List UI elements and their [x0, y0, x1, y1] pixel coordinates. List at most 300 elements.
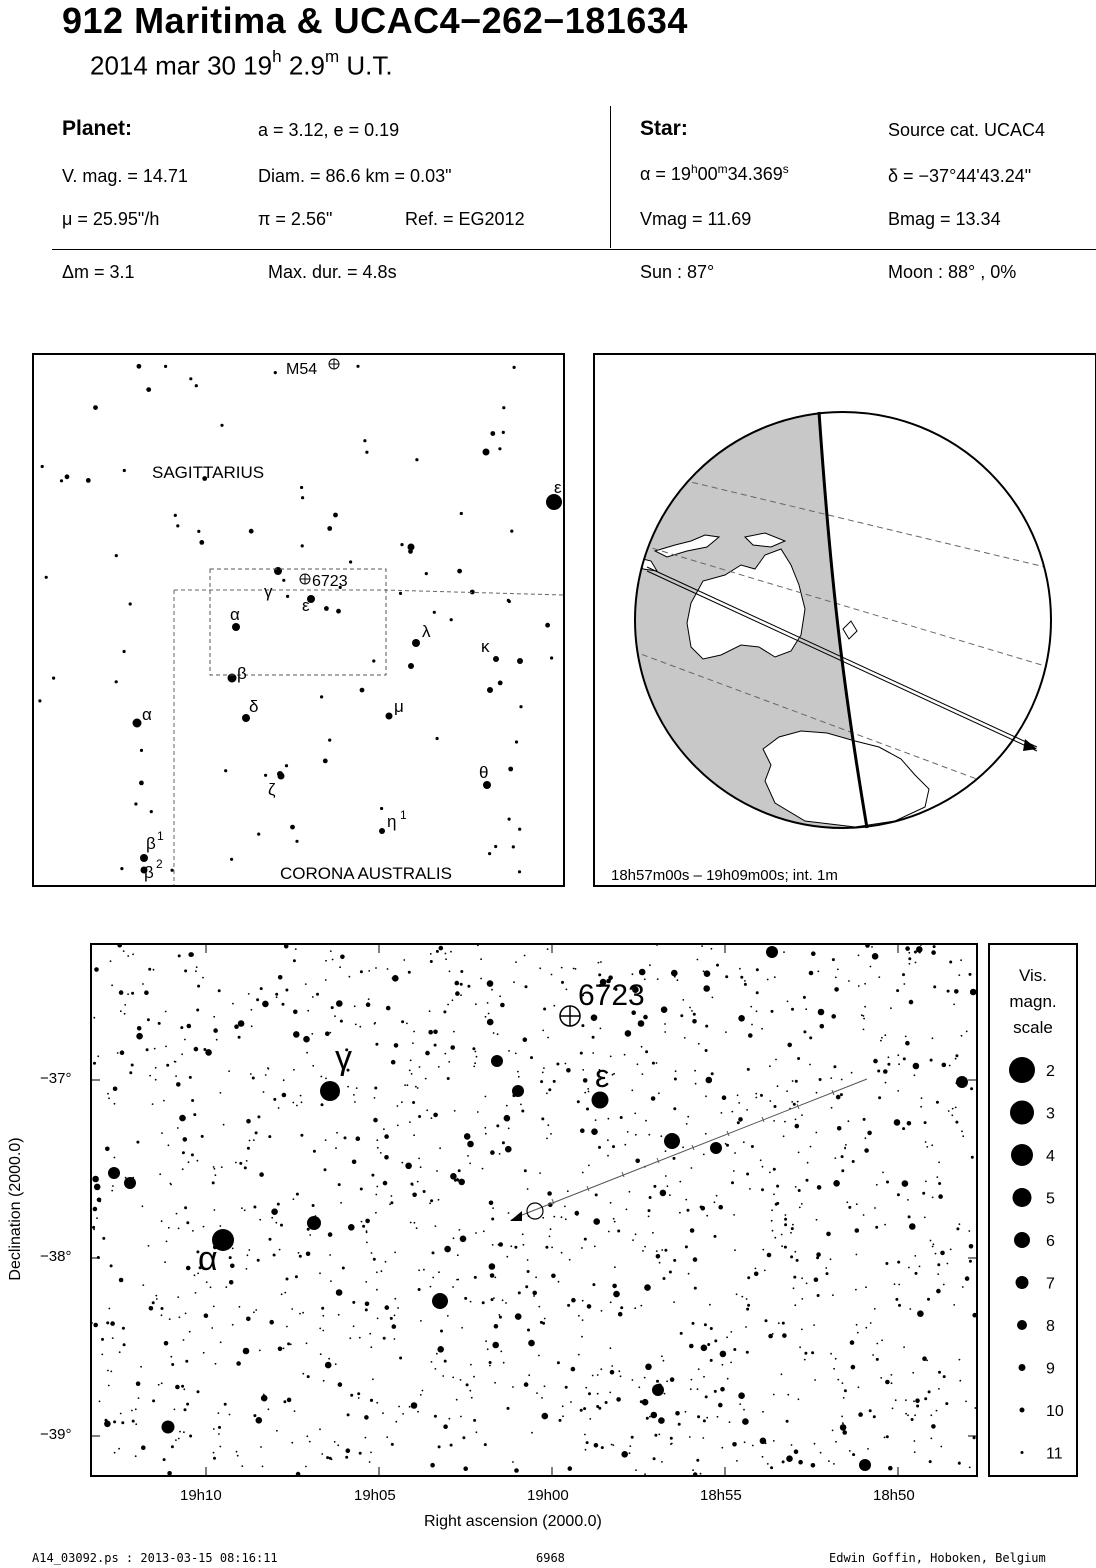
field-star — [282, 1003, 285, 1006]
field-star — [635, 1134, 637, 1136]
field-star — [689, 1344, 694, 1349]
field-star — [334, 1441, 336, 1443]
field-star — [863, 1118, 866, 1121]
field-star — [869, 1409, 872, 1412]
field-star — [541, 1117, 544, 1120]
field-star — [632, 973, 634, 975]
field-star — [450, 1173, 457, 1180]
field-star — [685, 1411, 687, 1413]
field-star — [701, 1206, 706, 1211]
finder-field-star — [508, 767, 513, 772]
field-star — [311, 1033, 313, 1035]
finder-field-star — [86, 478, 91, 483]
field-star — [873, 1415, 876, 1418]
asteroid-path — [517, 1079, 867, 1217]
field-star — [626, 1209, 628, 1211]
field-star — [360, 1188, 363, 1191]
field-star — [608, 1118, 610, 1120]
field-star — [786, 1455, 793, 1462]
field-star — [584, 1434, 586, 1436]
field-star — [956, 1227, 959, 1230]
field-star — [669, 1271, 672, 1274]
field-star — [888, 1466, 893, 1471]
field-star — [303, 1036, 310, 1043]
field-star — [922, 1356, 927, 1361]
scale-title-line2: magn. — [1009, 992, 1057, 1011]
field-star — [564, 1206, 566, 1208]
field-star — [858, 955, 860, 957]
moon-distance: Moon : 88° , 0% — [888, 262, 1017, 282]
field-star — [469, 1390, 471, 1392]
field-star — [652, 1062, 655, 1065]
field-star — [359, 1452, 362, 1455]
field-star — [925, 1181, 927, 1183]
field-star — [799, 1346, 801, 1348]
ngc6723-label: 6723 — [312, 573, 348, 590]
field-star — [577, 1100, 580, 1103]
field-star — [955, 1107, 957, 1109]
field-star — [669, 1194, 671, 1196]
ngc6723-cluster-icon — [560, 1006, 580, 1026]
field-star — [93, 1062, 96, 1065]
field-star — [741, 1296, 743, 1298]
field-star — [645, 1050, 648, 1053]
star-bright-10 — [766, 946, 778, 958]
finder-field-star — [60, 479, 63, 482]
field-star — [257, 1115, 260, 1118]
field-star — [692, 1469, 694, 1471]
constellation-label-corona-australis: CORONA AUSTRALIS — [280, 864, 452, 883]
finder-field-star — [123, 650, 126, 653]
field-star — [613, 1218, 615, 1220]
field-star — [152, 1301, 155, 1304]
field-star — [580, 1052, 583, 1055]
field-star — [653, 1185, 656, 1188]
field-star — [949, 1065, 951, 1067]
field-star — [931, 1424, 936, 1429]
star-right-ascension: $\alpha = 19^h00^m34.369^s$ — [640, 162, 789, 184]
field-star — [113, 1087, 118, 1092]
finder-field-star — [399, 592, 402, 595]
field-star — [269, 1320, 274, 1325]
field-star — [176, 1082, 181, 1087]
field-star — [371, 1252, 373, 1254]
field-star — [530, 1056, 533, 1059]
field-star — [246, 1317, 251, 1322]
field-star — [852, 1366, 854, 1368]
field-star — [649, 964, 651, 966]
finder-field-star — [139, 781, 144, 786]
field-star — [338, 1314, 340, 1316]
field-star — [138, 1397, 140, 1399]
field-star — [390, 1201, 393, 1204]
field-star — [935, 1253, 937, 1255]
field-star — [965, 1401, 967, 1403]
field-star — [644, 1377, 646, 1379]
field-star — [881, 1037, 883, 1039]
field-star — [751, 1145, 754, 1148]
field-star — [276, 996, 278, 998]
field-star — [942, 1063, 947, 1068]
field-star — [765, 1319, 768, 1322]
field-star — [178, 1438, 180, 1440]
field-star — [833, 1463, 835, 1465]
detail-star-chart — [90, 943, 978, 1477]
field-star — [164, 1261, 166, 1263]
field-star — [848, 1206, 851, 1209]
field-star — [909, 963, 911, 965]
field-star — [782, 1322, 785, 1325]
field-star — [798, 1398, 800, 1400]
field-star — [746, 1351, 749, 1354]
field-star — [306, 1342, 308, 1344]
field-star — [627, 1131, 629, 1133]
field-star — [497, 1033, 499, 1035]
finder-field-star — [282, 579, 285, 582]
field-star — [835, 1441, 837, 1443]
field-star — [790, 1255, 793, 1258]
finder-named-star — [483, 449, 490, 456]
field-star — [490, 1150, 495, 1155]
field-star — [945, 1402, 948, 1405]
field-star — [515, 961, 517, 963]
field-star — [624, 1144, 626, 1146]
field-star — [369, 1333, 371, 1335]
field-star — [168, 1144, 170, 1146]
field-star — [694, 1287, 697, 1290]
field-star — [819, 1078, 822, 1081]
field-star — [194, 1047, 199, 1052]
field-star — [527, 1329, 530, 1332]
field-star — [566, 989, 568, 991]
field-star — [744, 980, 746, 982]
field-star — [326, 1456, 329, 1459]
field-star — [250, 1073, 252, 1075]
finder-field-star — [195, 384, 198, 387]
field-star — [445, 953, 447, 955]
field-star — [562, 1405, 564, 1407]
field-star — [397, 1307, 399, 1309]
finder-field-star — [129, 602, 132, 605]
field-star — [260, 1446, 262, 1448]
field-star — [858, 1386, 860, 1388]
field-star — [273, 1254, 276, 1257]
field-star — [781, 1234, 783, 1236]
field-star — [430, 953, 432, 955]
field-star — [703, 1419, 706, 1422]
field-star — [747, 1068, 750, 1071]
field-star — [417, 1181, 419, 1183]
field-star — [476, 1056, 478, 1058]
field-star — [459, 1229, 461, 1231]
field-star — [489, 1365, 491, 1367]
field-star — [559, 1419, 562, 1422]
field-star — [457, 1254, 459, 1256]
field-star — [598, 1407, 601, 1410]
field-star — [876, 1184, 878, 1186]
field-star — [449, 971, 451, 973]
field-star — [436, 1170, 438, 1172]
field-star — [836, 1095, 841, 1100]
field-star — [670, 1377, 675, 1382]
field-star — [765, 1442, 767, 1444]
field-star — [376, 1402, 378, 1404]
field-star — [457, 1178, 459, 1180]
field-star — [439, 1147, 441, 1149]
field-star — [408, 971, 411, 974]
field-star — [714, 1235, 717, 1238]
field-star — [179, 1431, 181, 1433]
field-star — [610, 1056, 612, 1058]
field-star — [94, 1184, 101, 1191]
field-star — [203, 1226, 205, 1228]
finder-named-star — [483, 781, 491, 789]
field-star — [218, 1426, 221, 1429]
finder-field-star — [519, 705, 522, 708]
field-star — [262, 1466, 264, 1468]
finder-field-star — [93, 405, 98, 410]
field-star — [607, 1139, 609, 1141]
field-star — [525, 1285, 528, 1288]
field-star — [510, 1245, 512, 1247]
field-star — [300, 1095, 302, 1097]
field-star — [452, 1377, 454, 1379]
field-star — [547, 948, 549, 950]
star-bright-4 — [162, 1421, 175, 1434]
field-star — [786, 1090, 788, 1092]
field-star — [581, 1247, 583, 1249]
field-star — [370, 1346, 372, 1348]
field-star — [253, 1139, 255, 1141]
field-star — [159, 1173, 161, 1175]
field-star — [553, 1005, 555, 1007]
field-star — [147, 1018, 150, 1021]
field-star — [399, 1357, 402, 1360]
field-star — [325, 1362, 332, 1369]
field-star — [731, 1111, 733, 1113]
field-star — [614, 1266, 616, 1268]
field-star — [653, 1457, 656, 1460]
field-star — [374, 1097, 376, 1099]
field-star — [692, 1322, 695, 1325]
field-star — [108, 1097, 110, 1099]
field-star — [504, 1115, 511, 1122]
finder-field-star — [176, 524, 179, 527]
field-star — [597, 1393, 599, 1395]
finder-field-star — [512, 845, 515, 848]
field-star — [794, 1251, 796, 1253]
field-star — [791, 1101, 793, 1103]
field-star — [527, 1270, 530, 1273]
field-star — [772, 1333, 774, 1335]
field-star — [93, 1207, 98, 1212]
field-star — [218, 989, 221, 992]
field-star — [720, 1351, 727, 1358]
field-star — [263, 1394, 265, 1396]
field-star — [876, 1343, 878, 1345]
field-star — [835, 977, 837, 979]
field-star — [417, 1087, 419, 1089]
field-star — [646, 1417, 649, 1420]
field-star — [795, 1124, 800, 1129]
field-star — [155, 1079, 157, 1081]
field-star — [738, 1392, 745, 1399]
field-star — [803, 1030, 806, 1033]
field-star — [97, 1198, 102, 1203]
field-star — [394, 1252, 396, 1254]
field-star — [675, 1411, 680, 1416]
field-star — [119, 1351, 121, 1353]
field-star — [582, 1172, 584, 1174]
field-star — [171, 1363, 174, 1366]
field-star — [184, 1408, 187, 1411]
field-star — [543, 1008, 546, 1011]
field-star — [135, 1423, 137, 1425]
field-star — [791, 1444, 793, 1446]
field-star — [721, 1112, 723, 1114]
field-star — [969, 1244, 974, 1249]
field-star — [366, 1242, 368, 1244]
finder-field-star — [41, 465, 44, 468]
field-star — [114, 1157, 116, 1159]
field-star — [930, 1240, 932, 1242]
field-star — [221, 1166, 223, 1168]
finder-field-star — [197, 530, 200, 533]
field-star — [293, 1031, 300, 1038]
ngc6723-cluster-icon — [300, 574, 310, 584]
finder-field-star — [545, 623, 550, 628]
field-star — [444, 1246, 451, 1253]
field-star — [524, 955, 526, 957]
field-star — [754, 1272, 759, 1277]
field-star — [234, 1024, 239, 1029]
star-bright-3 — [307, 1216, 321, 1230]
field-star — [861, 1014, 863, 1016]
field-star — [255, 1131, 258, 1134]
field-star — [184, 1039, 186, 1041]
field-star — [656, 1254, 661, 1259]
field-star — [885, 1262, 888, 1265]
field-star — [418, 1158, 420, 1160]
scale-svg — [990, 945, 1076, 1475]
field-star — [489, 1361, 492, 1364]
field-star — [260, 987, 263, 990]
field-star — [454, 1110, 456, 1112]
field-star — [798, 1189, 801, 1192]
field-star — [769, 1100, 771, 1102]
field-star — [110, 1321, 115, 1326]
field-star — [661, 1249, 663, 1251]
field-star — [592, 1375, 594, 1377]
field-star — [220, 1341, 222, 1343]
field-star — [581, 1024, 584, 1027]
field-star — [844, 1389, 847, 1392]
field-star — [966, 1031, 968, 1033]
field-star — [890, 1007, 892, 1009]
field-star — [179, 1316, 181, 1318]
field-star — [635, 1233, 637, 1235]
finder-field-star — [328, 739, 331, 742]
field-star — [237, 1455, 239, 1457]
field-star — [905, 1036, 907, 1038]
star-vmag: Vmag = 11.69 — [640, 209, 752, 229]
field-star — [714, 1339, 717, 1342]
field-star — [252, 1077, 255, 1080]
field-star — [391, 1195, 393, 1197]
finder-field-star — [380, 807, 383, 810]
field-star — [897, 1193, 900, 1196]
field-star — [420, 1166, 422, 1168]
field-star — [186, 1403, 189, 1406]
field-star — [177, 1296, 179, 1298]
field-star — [299, 1313, 301, 1315]
finder-field-star — [513, 366, 516, 369]
finder-field-star — [295, 840, 298, 843]
field-star — [278, 1347, 283, 1352]
field-star — [871, 946, 873, 948]
field-star — [94, 967, 99, 972]
field-star — [701, 945, 703, 947]
field-star — [873, 1059, 878, 1064]
field-star — [920, 1106, 922, 1108]
field-star — [438, 1445, 441, 1448]
field-star — [177, 1127, 179, 1129]
field-star — [542, 1413, 549, 1420]
field-star — [972, 1313, 976, 1318]
field-star — [867, 1448, 869, 1450]
field-star — [485, 1016, 487, 1018]
field-star — [705, 1395, 708, 1398]
star-heading: Star: — [640, 117, 688, 140]
field-star — [435, 1225, 437, 1227]
field-star — [307, 1228, 310, 1231]
field-star — [585, 1449, 587, 1451]
field-star — [278, 975, 283, 980]
field-star — [435, 1368, 437, 1370]
field-star — [666, 1380, 668, 1382]
field-star — [124, 1013, 126, 1015]
field-star — [418, 1269, 420, 1271]
field-star — [366, 1230, 368, 1232]
field-star — [618, 1312, 623, 1317]
field-star — [330, 950, 332, 952]
field-star — [716, 964, 719, 967]
field-star — [460, 1236, 467, 1243]
field-star — [909, 1000, 914, 1005]
field-star — [665, 1150, 667, 1152]
page-title: 912 Maritima & UCAC4−262−181634 — [62, 0, 688, 41]
field-star — [247, 1254, 249, 1256]
field-star — [319, 1428, 321, 1430]
field-star — [722, 1364, 724, 1366]
field-star — [932, 1037, 934, 1039]
field-star — [746, 1298, 748, 1300]
field-star — [336, 1132, 338, 1134]
finder-named-star — [386, 713, 393, 720]
field-star — [930, 1059, 933, 1062]
field-star — [886, 1435, 889, 1438]
field-star — [773, 1193, 775, 1195]
field-star — [932, 1197, 934, 1199]
field-star — [832, 958, 835, 961]
field-star — [811, 1463, 816, 1468]
field-star — [506, 1105, 508, 1107]
finder-field-star — [510, 530, 513, 533]
field-star — [817, 1185, 822, 1190]
ngc6723-label: 6723 — [578, 979, 645, 1012]
finder-field-star — [134, 802, 137, 805]
field-star — [545, 1246, 548, 1249]
